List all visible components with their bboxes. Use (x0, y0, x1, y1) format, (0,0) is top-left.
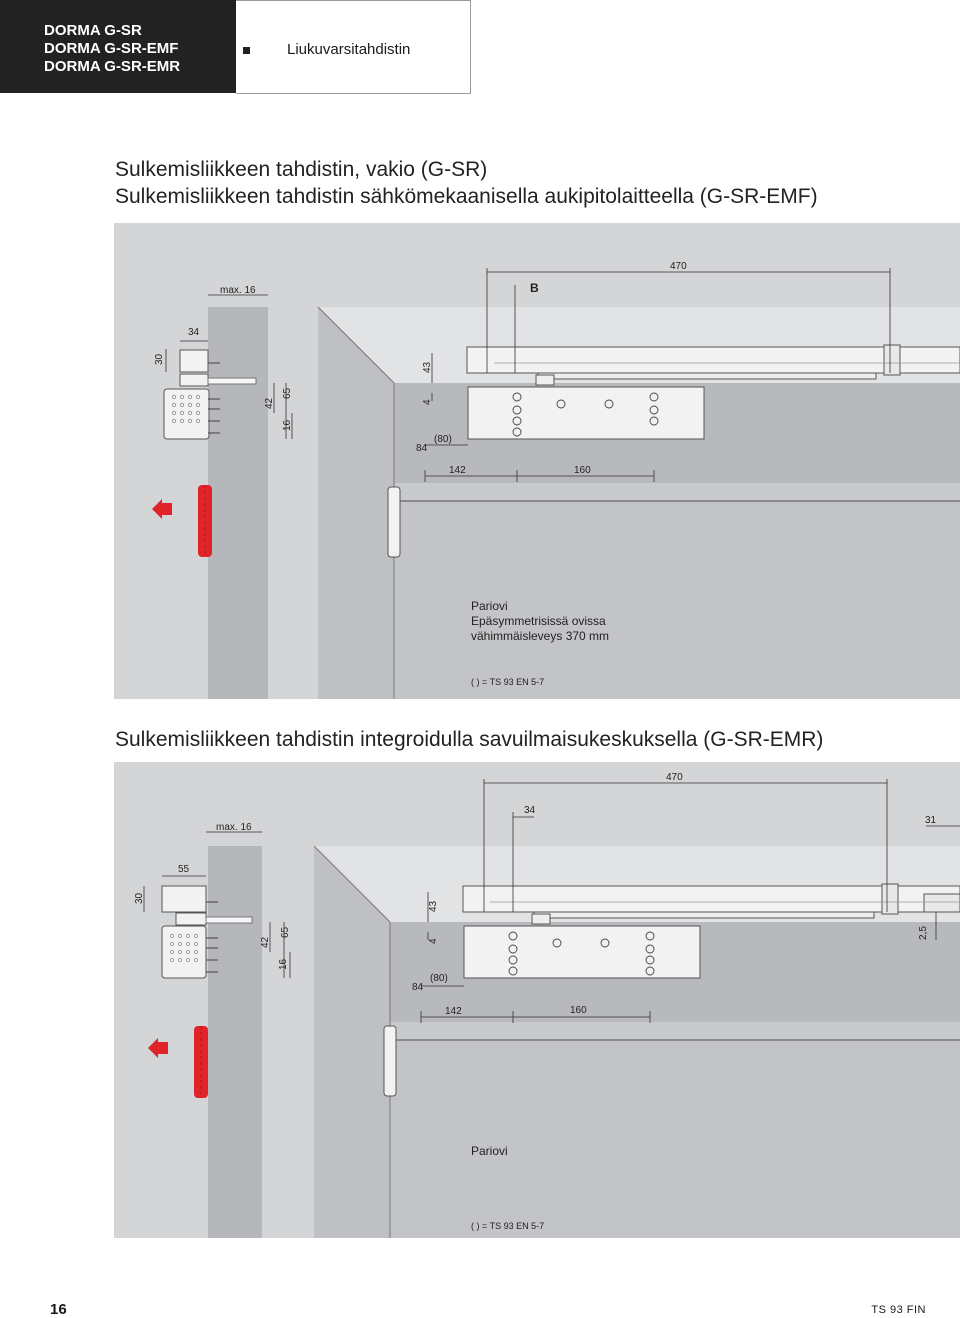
door-frame-left (208, 307, 268, 699)
dim-4: 4 (428, 938, 439, 944)
slide-arm (538, 373, 876, 379)
section1-title-line1: Sulkemisliikkeen tahdistin, vakio (G-SR) (115, 158, 488, 181)
dim-16: 16 (282, 419, 293, 431)
dim-80: (80) (434, 434, 452, 445)
note-pariovi: Pariovi (471, 599, 508, 613)
dim-142: 142 (449, 465, 466, 476)
document-code: TS 93 FIN (871, 1304, 926, 1316)
model-g-sr: DORMA G-SR (44, 22, 142, 39)
header-model-block (0, 0, 236, 93)
red-arrow-icon (152, 499, 172, 519)
dim-30: 30 (134, 892, 145, 904)
section1-title-line2: Sulkemisliikkeen tahdistin sähkömekaanisella aukipitolaitteella (G-SR-EMF) (115, 185, 818, 208)
model-g-sr-emf: DORMA G-SR-EMF (44, 40, 179, 57)
page-number: 16 (50, 1301, 67, 1318)
drawing-g-sr-emr (114, 762, 960, 1238)
header-subtitle-block (236, 0, 471, 94)
drawing-g-sr (114, 223, 960, 699)
leaf-hinge (388, 487, 400, 557)
dim-43: 43 (422, 361, 433, 373)
leaf-hinge (384, 1026, 396, 1096)
model-g-sr-emr: DORMA G-SR-EMR (44, 58, 181, 75)
dim-160: 160 (574, 465, 591, 476)
dim-31: 31 (925, 815, 937, 826)
side-view-rail (162, 886, 206, 912)
header-subtitle: Liukuvarsitahdistin (287, 41, 411, 58)
side-view-closer (164, 389, 209, 439)
note-min-width: vähimmäisleveys 370 mm (471, 629, 610, 643)
note-asymmetric: Epäsymmetrisissä ovissa (471, 614, 606, 628)
section1-title (115, 156, 818, 210)
dim-470: 470 (666, 772, 683, 783)
section2-title: Sulkemisliikkeen tahdistin integroidulla savuilmaisukeskuksella (G-SR-EMR) (115, 728, 824, 751)
dim-2-5: 2,5 (918, 926, 929, 940)
slide-arm (534, 912, 874, 918)
dim-34: 34 (188, 327, 200, 338)
footnote-ts93: ( ) = TS 93 EN 5-7 (471, 1221, 545, 1231)
dim-b: B (530, 281, 539, 295)
note-pariovi: Pariovi (471, 1144, 508, 1158)
dim-34: 34 (524, 805, 536, 816)
dim-55: 55 (178, 864, 190, 875)
dim-16: 16 (278, 958, 289, 970)
dim-max16: max. 16 (220, 285, 256, 296)
checker-logo-icon (222, 40, 250, 54)
model-list (44, 22, 180, 76)
dim-43: 43 (428, 900, 439, 912)
side-view-closer (162, 926, 206, 978)
rail-end-stop (884, 345, 900, 375)
dim-65: 65 (280, 926, 291, 938)
door-frame-left (208, 846, 262, 1238)
dim-160: 160 (570, 1005, 587, 1016)
dim-65: 65 (282, 387, 293, 399)
dim-42: 42 (264, 397, 275, 409)
door-leaf (390, 1040, 960, 1238)
dim-142: 142 (445, 1006, 462, 1017)
side-view-rail (180, 350, 208, 372)
red-arrow-icon (148, 1038, 168, 1058)
closer-body (464, 926, 700, 978)
closer-body (468, 387, 704, 439)
dim-4: 4 (422, 399, 433, 405)
dim-80: (80) (430, 973, 448, 984)
dim-max16: max. 16 (216, 822, 252, 833)
dim-84: 84 (412, 982, 424, 993)
dim-470: 470 (670, 261, 687, 272)
dim-84: 84 (416, 443, 428, 454)
dim-30: 30 (154, 353, 165, 365)
smoke-detector-unit (924, 894, 960, 912)
dim-42: 42 (260, 936, 271, 948)
footnote-ts93: ( ) = TS 93 EN 5-7 (471, 677, 545, 687)
